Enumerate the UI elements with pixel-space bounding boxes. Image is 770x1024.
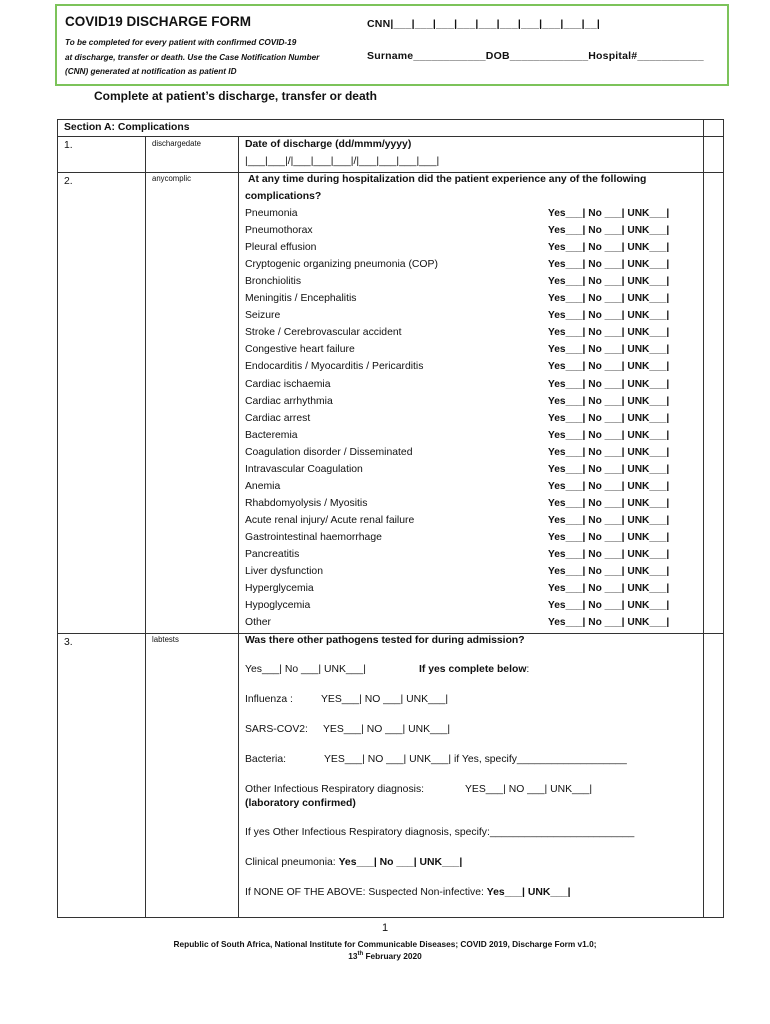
pathogens-yes-no-unk[interactable]: Yes___| No ___| UNK___| [245, 664, 366, 675]
complication-yes-no-unk[interactable]: Yes___| No ___| UNK___| [548, 430, 670, 441]
complication-yes-no-unk[interactable]: Yes___| No ___| UNK___| [548, 617, 670, 628]
complication-label: Bacteremia [245, 430, 298, 441]
complication-label: Anemia [245, 481, 281, 492]
row-1-variable: dischargedate [152, 139, 201, 148]
complication-yes-no-unk[interactable]: Yes___| No ___| UNK___| [548, 566, 670, 577]
if-yes-colon: : [526, 664, 530, 675]
complication-yes-no-unk[interactable]: Yes___| No ___| UNK___| [548, 498, 670, 509]
complication-label: Endocarditis / Myocarditis / Pericarditis [245, 361, 424, 372]
footer-line-2 [0, 951, 770, 961]
complication-yes-no-unk[interactable]: Yes___| No ___| UNK___| [548, 464, 670, 475]
complication-label: Cardiac arrhythmia [245, 396, 333, 407]
discharge-date-question: Date of discharge (dd/mmm/yyyy) [245, 139, 412, 150]
surname-dob-hospital-field[interactable]: Surname____________DOB_____________Hospital#___________ [367, 50, 704, 62]
footer-date-suffix: th [357, 951, 364, 958]
complication-yes-no-unk[interactable]: Yes___| No ___| UNK___| [548, 242, 670, 253]
complication-label: Seizure [245, 310, 281, 321]
complications-question-line-2: complications? [245, 191, 322, 202]
form-subtitle [65, 36, 365, 80]
complication-label: Meningitis / Encephalitis [245, 293, 357, 304]
other-respiratory-options[interactable]: YES___| NO ___| UNK___| [465, 784, 593, 795]
if-yes-complete-below [419, 664, 529, 675]
discharge-date-field[interactable]: |___|___|/|___|___|___|/|___|___|___|___| [245, 156, 440, 167]
sars-cov2-options[interactable]: YES___| NO ___| UNK___| [323, 724, 451, 735]
other-respiratory-label: Other Infectious Respiratory diagnosis: [245, 784, 425, 795]
complication-yes-no-unk[interactable]: Yes___| No ___| UNK___| [548, 225, 670, 236]
complication-label: Cardiac ischaemia [245, 379, 331, 390]
complication-label: Pleural effusion [245, 242, 317, 253]
row-1-number: 1. [64, 140, 73, 151]
clinical-pneumonia-label: Clinical pneumonia: [245, 857, 336, 868]
complication-yes-no-unk[interactable]: Yes___| No ___| UNK___| [548, 327, 670, 338]
section-a-title: Section A: Complications [64, 122, 190, 133]
complication-yes-no-unk[interactable]: Yes___| No ___| UNK___| [548, 259, 670, 270]
form-header [55, 4, 729, 86]
clinical-pneumonia-row [245, 857, 462, 868]
complication-yes-no-unk[interactable]: Yes___| No ___| UNK___| [548, 549, 670, 560]
complication-yes-no-unk[interactable]: Yes___| No ___| UNK___| [548, 344, 670, 355]
footer-date-day: 13 [348, 951, 358, 961]
complication-yes-no-unk[interactable]: Yes___| No ___| UNK___| [548, 310, 670, 321]
non-infective-options[interactable]: Yes___| UNK___| [486, 887, 571, 898]
complication-label: Stroke / Cerebrovascular accident [245, 327, 402, 338]
complication-yes-no-unk[interactable]: Yes___| No ___| UNK___| [548, 583, 670, 594]
instruction-heading: Complete at patient’s discharge, transfer or death [94, 89, 377, 103]
complication-label: Acute renal injury/ Acute renal failure [245, 515, 415, 526]
complication-label: Hyperglycemia [245, 583, 314, 594]
complication-label: Congestive heart failure [245, 344, 355, 355]
complication-label: Other [245, 617, 271, 628]
complication-label: Gastrointestinal haemorrhage [245, 532, 382, 543]
non-infective-row [245, 887, 571, 898]
row-2-number: 2. [64, 176, 73, 187]
bacteria-options[interactable]: YES___| NO ___| UNK___| if Yes, specify___________________ [324, 754, 627, 765]
influenza-options[interactable]: YES___| NO ___| UNK___| [321, 694, 449, 705]
other-respiratory-specify-field[interactable]: If yes Other Infectious Respiratory diagnosis, specify:_________________________ [245, 827, 635, 838]
footer-date-rest: February 2020 [363, 951, 422, 961]
complication-yes-no-unk[interactable]: Yes___| No ___| UNK___| [548, 532, 670, 543]
complication-yes-no-unk[interactable]: Yes___| No ___| UNK___| [548, 361, 670, 372]
complication-yes-no-unk[interactable]: Yes___| No ___| UNK___| [548, 293, 670, 304]
complication-yes-no-unk[interactable]: Yes___| No ___| UNK___| [548, 379, 670, 390]
complication-label: Cardiac arrest [245, 413, 311, 424]
if-yes-label: If yes complete below [419, 664, 527, 675]
subtitle-line-1: To be completed for every patient with confirmed COVID-19 [65, 38, 297, 47]
subtitle-line-3: (CNN) generated at notification as patient ID [65, 67, 237, 76]
complications-question-line-1: At any time during hospitalization did the patient experience any of the following [248, 174, 647, 185]
complication-label: Coagulation disorder / Disseminated [245, 447, 413, 458]
complication-label: Liver dysfunction [245, 566, 323, 577]
sars-cov2-label: SARS-COV2: [245, 724, 308, 735]
laboratory-confirmed-note: (laboratory confirmed) [245, 798, 356, 809]
bacteria-label: Bacteria: [245, 754, 287, 765]
complication-yes-no-unk[interactable]: Yes___| No ___| UNK___| [548, 276, 670, 287]
complication-label: Rhabdomyolysis / Myositis [245, 498, 368, 509]
subtitle-line-2: at discharge, transfer or death. Use the Case Notification Number [65, 52, 320, 62]
complication-label: Hypoglycemia [245, 600, 311, 611]
complication-yes-no-unk[interactable]: Yes___| No ___| UNK___| [548, 396, 670, 407]
complication-yes-no-unk[interactable]: Yes___| No ___| UNK___| [548, 515, 670, 526]
cnn-field[interactable]: CNN|___|___|___|___|___|___|___|___|___|__| [367, 18, 601, 30]
complication-label: Pancreatitis [245, 549, 300, 560]
footer-line-1: Republic of South Africa, National Institute for Communicable Diseases; COVID 2019, Discharge Form v1.0; [173, 939, 597, 949]
pathogens-question: Was there other pathogens tested for during admission? [245, 635, 525, 646]
complication-label: Bronchiolitis [245, 276, 302, 287]
complication-yes-no-unk[interactable]: Yes___| No ___| UNK___| [548, 600, 670, 611]
complication-yes-no-unk[interactable]: Yes___| No ___| UNK___| [548, 413, 670, 424]
clinical-pneumonia-options[interactable]: Yes___| No ___| UNK___| [338, 857, 463, 868]
page-number: 1 [381, 922, 389, 934]
complication-label: Intravascular Coagulation [245, 464, 363, 475]
row-3-variable: labtests [152, 635, 179, 644]
row-2-variable: anycomplic [152, 174, 191, 183]
complication-yes-no-unk[interactable]: Yes___| No ___| UNK___| [548, 481, 670, 492]
row-3-number: 3. [64, 637, 73, 648]
non-infective-label: If NONE OF THE ABOVE: Suspected Non-infective: [245, 887, 484, 898]
complication-label: Pneumonia [245, 208, 298, 219]
influenza-label: Influenza : [245, 694, 293, 705]
complication-label: Pneumothorax [245, 225, 313, 236]
complication-label: Cryptogenic organizing pneumonia (COP) [245, 259, 438, 270]
complication-yes-no-unk[interactable]: Yes___| No ___| UNK___| [548, 208, 670, 219]
form-title: COVID19 DISCHARGE FORM [65, 14, 252, 29]
complication-yes-no-unk[interactable]: Yes___| No ___| UNK___| [548, 447, 670, 458]
